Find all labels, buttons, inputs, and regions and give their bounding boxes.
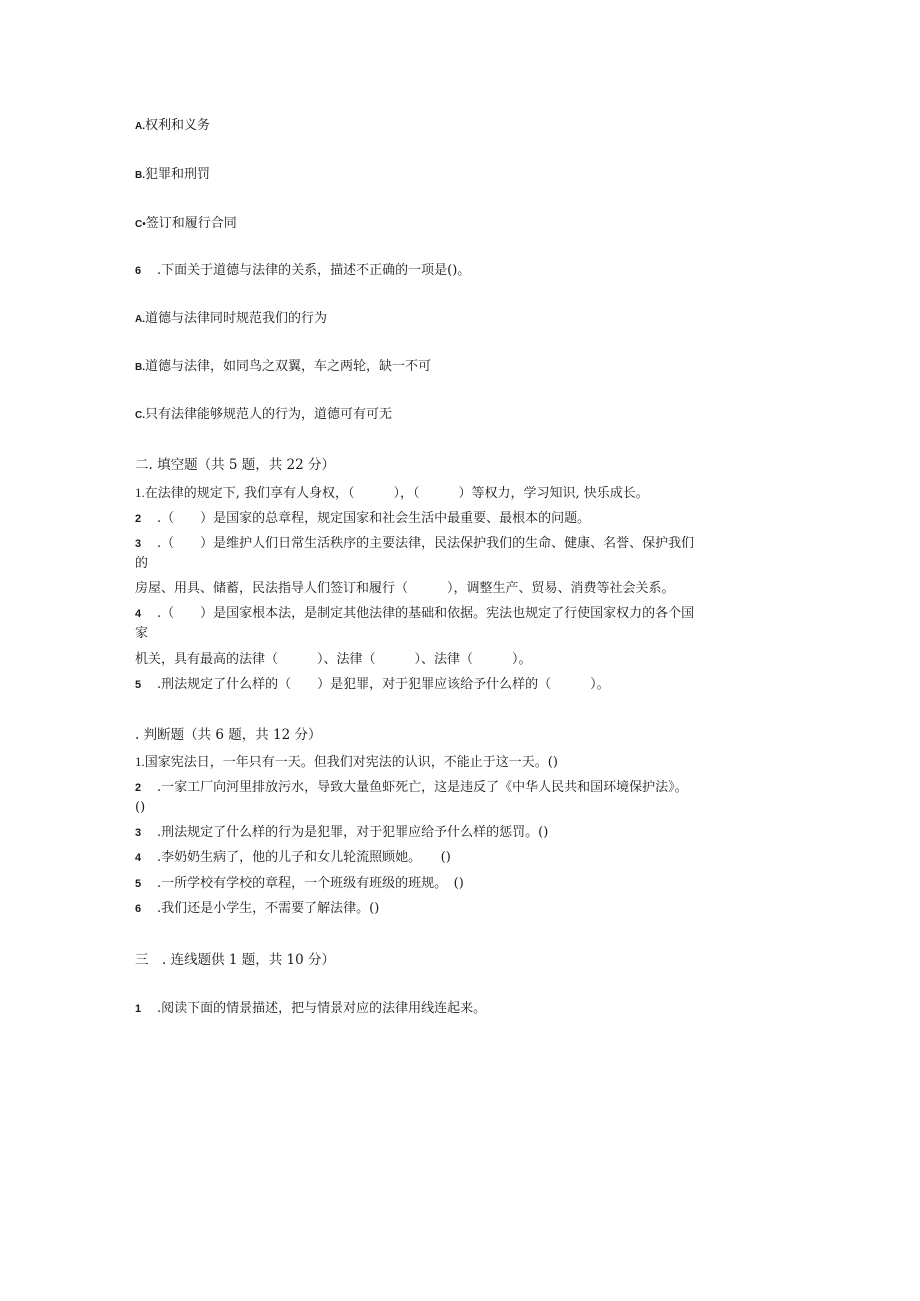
question-text: 的	[135, 556, 149, 571]
question-text: .（ ）是维护人们日常生活秩序的主要法律，民法保护我们的生命、健康、名誉、保护我们	[157, 536, 695, 551]
q6-option-c	[135, 407, 392, 424]
question-text: .刑法规定了什么样的行为是犯罪，对于犯罪应给予什么样的惩罚。()	[157, 825, 549, 840]
question-text: ()	[135, 800, 146, 815]
fill-item-4-wrap	[135, 626, 148, 642]
q6-option-b	[135, 359, 431, 376]
fill-item-3-cont	[135, 581, 675, 597]
question-number: 1.	[135, 485, 145, 500]
question-text: .（ ）是国家根本法，是制定其他法律的基础和依据。宪法也规定了行使国家权力的各个国	[157, 606, 695, 621]
question-number: 3	[135, 538, 142, 550]
question-number: 1.	[135, 754, 145, 769]
question-text: 房屋、用具、储蓄，民法指导人们签订和履行（ ），调整生产、贸易、消费等社会关系。	[135, 581, 675, 596]
judge-item-2-wrap	[135, 800, 145, 816]
question-text: 家	[135, 626, 149, 641]
question-number: 1	[135, 1003, 142, 1015]
fill-item-2	[135, 511, 590, 527]
option-label: B.	[135, 170, 145, 181]
option-label: B.	[135, 362, 145, 373]
question-text: .（ ）是国家的总章程，规定国家和社会生活中最重要、最根本的问题。	[157, 511, 591, 526]
option-text: 道德与法律，如同鸟之双翼，车之两轮，缺一不可	[145, 359, 432, 374]
question-number: 4	[135, 852, 142, 864]
q6-option-a	[135, 311, 327, 328]
question-text: .阅读下面的情景描述，把与情景对应的法律用线连起来。	[157, 1001, 487, 1016]
option-a	[135, 118, 210, 135]
question-number: 5	[135, 878, 142, 890]
option-text: 签订和履行合同	[145, 216, 237, 231]
fill-item-5	[135, 677, 610, 693]
section-connect-title: 三 . 连线题供 1 题，共 10 分）	[135, 952, 336, 968]
fill-item-3	[135, 536, 694, 552]
fill-item-4-cont	[135, 652, 532, 668]
option-text: 犯罪和刑罚	[145, 167, 211, 182]
question-number: 2	[135, 782, 142, 794]
judge-item-3	[135, 825, 548, 841]
question-text: .我们还是小学生，不需要了解法律。()	[157, 901, 380, 916]
judge-item-1	[135, 754, 558, 771]
option-label: A.	[135, 314, 145, 325]
question-number: 5	[135, 679, 142, 691]
question-text: .下面关于道德与法律的关系，描述不正确的一项是()。	[157, 263, 471, 278]
option-text: 道德与法律同时规范我们的行为	[145, 311, 328, 326]
question-text: 在法律的规定下, 我们享有人身权，（ ），（ ）等权力，学习知识, 快乐成长。	[144, 486, 649, 501]
judge-item-5	[135, 876, 464, 892]
option-text: 只有法律能够规范人的行为，道德可有可无	[145, 407, 393, 422]
question-text: .一家工厂向河里排放污水，导致大量鱼虾死亡，这是违反了《中华人民共和国环境保护法》。	[157, 780, 688, 795]
option-text: 权利和义务	[145, 118, 211, 133]
question-number: 3	[135, 827, 142, 839]
question-text: 国家宪法日，一年只有一天。但我们对宪法的认识，不能止于这一天。()	[144, 755, 558, 770]
judge-item-4	[135, 850, 451, 866]
section-fill-title: 二. 填空题（共 5 题，共 22 分）	[135, 457, 336, 473]
question-number: 4	[135, 608, 142, 620]
judge-item-2	[135, 780, 688, 796]
judge-item-6	[135, 901, 379, 917]
question-text: .一所学校有学校的章程，一个班级有班级的班规。 ()	[157, 876, 464, 891]
option-b	[135, 167, 210, 184]
option-label: C.	[135, 410, 145, 421]
question-number: 2	[135, 513, 142, 525]
fill-item-4	[135, 606, 694, 622]
question-text: .刑法规定了什么样的（ ）是犯罪，对于犯罪应该给予什么样的（ ）。	[157, 677, 610, 692]
question-text: 机关，具有最高的法律（ ）、法律（ ）、法律（ ）。	[135, 652, 532, 667]
question-text: .李奶奶生病了，他的儿子和女儿轮流照顾她。 ()	[157, 850, 451, 865]
option-c	[135, 216, 237, 233]
option-label: C•	[135, 219, 146, 230]
fill-item-1	[135, 485, 649, 502]
question-number: 6	[135, 903, 142, 915]
section-judge-title: . 判断题（共 6 题，共 12 分）	[135, 727, 322, 743]
question-6	[135, 263, 470, 279]
connect-item-1	[135, 1001, 486, 1017]
fill-item-3-wrap	[135, 556, 148, 572]
question-number: 6	[135, 265, 142, 277]
option-label: A.	[135, 121, 145, 132]
